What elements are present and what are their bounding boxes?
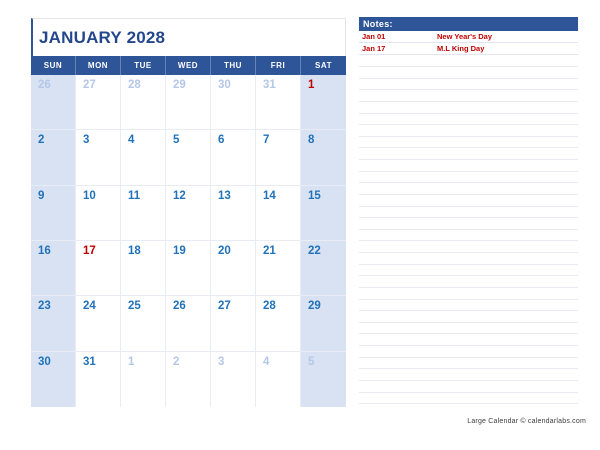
day-number: 16 [38,244,51,257]
day-number: 27 [218,300,231,313]
day-number: 31 [263,79,276,91]
note-line [359,288,578,300]
day-cell [211,352,256,407]
day-cell [166,352,211,407]
day-number: 14 [263,189,276,202]
note-line [359,393,578,405]
day-number: 4 [128,134,135,147]
holiday-name: M.L King Day [437,44,485,54]
day-cell [31,75,76,130]
day-cell [76,296,121,351]
day-number: 7 [263,134,270,147]
weekday-header-tue: TUE [121,56,166,75]
day-cell [76,130,121,185]
note-line [359,334,578,346]
holiday-name: New Year's Day [437,32,493,42]
day-cell [211,186,256,241]
note-line [359,346,578,358]
day-number: 6 [218,134,225,147]
note-line [359,125,578,137]
day-cell [301,186,346,241]
day-cell [121,186,166,241]
note-line [359,195,578,207]
day-cell [31,241,76,296]
weekday-header-thu: THU [211,56,256,75]
day-number: 25 [128,300,141,313]
day-cell [121,352,166,407]
notes-entries [359,31,578,55]
note-line [359,381,578,393]
notes-ruled-lines [359,55,578,404]
calendar-grid [31,56,346,407]
holiday-date: Jan 01 [362,32,386,42]
day-number: 18 [128,244,141,257]
note-line [359,358,578,370]
note-line [359,114,578,126]
day-number: 3 [218,355,225,368]
notes-header: Notes: [359,17,578,31]
day-number: 19 [173,244,186,257]
weekday-header-wed: WED [166,56,211,75]
month-title: JANUARY 2028 [39,27,166,47]
day-number: 26 [173,300,186,313]
note-line [359,230,578,242]
day-number: 5 [173,134,180,147]
day-cell [121,130,166,185]
holiday-entry [359,31,578,43]
note-line [359,253,578,265]
note-line [359,218,578,230]
day-number: 26 [38,79,51,91]
weekday-header-mon: MON [76,56,121,75]
day-cell [121,296,166,351]
holiday-entry [359,43,578,55]
day-cell [256,130,301,185]
day-cell [301,130,346,185]
day-cell [256,186,301,241]
note-line [359,79,578,91]
day-cell [121,75,166,130]
day-number: 23 [38,300,51,313]
note-line [359,160,578,172]
day-cell [256,241,301,296]
month-calendar [31,18,346,407]
day-number: 1 [128,355,135,368]
day-number: 8 [308,134,315,147]
day-cell [256,75,301,130]
day-cell [76,241,121,296]
day-cell [211,296,256,351]
note-line [359,276,578,288]
day-cell [166,186,211,241]
day-number: 3 [83,134,90,147]
note-line [359,148,578,160]
day-number: 27 [83,79,96,91]
day-number: 12 [173,189,186,202]
day-cell [301,296,346,351]
day-number: 29 [173,79,186,91]
day-number: 5 [308,355,315,368]
day-number: 9 [38,189,45,202]
day-cell [211,130,256,185]
day-number: 22 [308,244,321,257]
calendar-title-box [31,18,346,56]
day-number: 2 [173,355,180,368]
day-number: 4 [263,355,270,368]
day-number: 10 [83,189,96,202]
day-cell [31,296,76,351]
note-line [359,137,578,149]
note-line [359,300,578,312]
day-number: 30 [218,79,231,91]
note-line [359,67,578,79]
note-line [359,323,578,335]
day-number: 28 [263,300,276,313]
day-cell [76,352,121,407]
day-cell [166,296,211,351]
day-cell [166,130,211,185]
day-cell [301,241,346,296]
note-line [359,102,578,114]
day-number: 29 [308,300,321,313]
weekday-header-sat: SAT [301,56,346,75]
day-cell [31,186,76,241]
day-number: 1 [308,79,315,91]
day-number: 20 [218,244,231,257]
day-cell [31,130,76,185]
day-number: 11 [128,189,141,202]
day-cell [256,296,301,351]
day-number: 28 [128,79,141,91]
day-cell [76,186,121,241]
day-cell [211,241,256,296]
note-line [359,55,578,67]
day-number: 2 [38,134,45,147]
day-number: 21 [263,244,276,257]
day-cell [166,75,211,130]
weekday-header-fri: FRI [256,56,301,75]
note-line [359,265,578,277]
weekday-header-sun: SUN [31,56,76,75]
day-number: 17 [83,244,96,257]
day-cell [256,352,301,407]
holiday-date: Jan 17 [362,44,386,54]
footer-credit: Large Calendar © calendarlabs.com [467,418,586,425]
day-cell [166,241,211,296]
day-number: 13 [218,189,231,202]
day-cell [301,352,346,407]
note-line [359,311,578,323]
day-number: 31 [83,355,96,368]
day-number: 15 [308,189,321,202]
note-line [359,369,578,381]
note-line [359,172,578,184]
day-cell [121,241,166,296]
day-cell [31,352,76,407]
day-number: 24 [83,300,96,313]
notes-panel [359,17,578,404]
day-cell [76,75,121,130]
note-line [359,207,578,219]
note-line [359,90,578,102]
day-number: 30 [38,355,51,368]
note-line [359,183,578,195]
note-line [359,241,578,253]
day-cell [301,75,346,130]
day-cell [211,75,256,130]
